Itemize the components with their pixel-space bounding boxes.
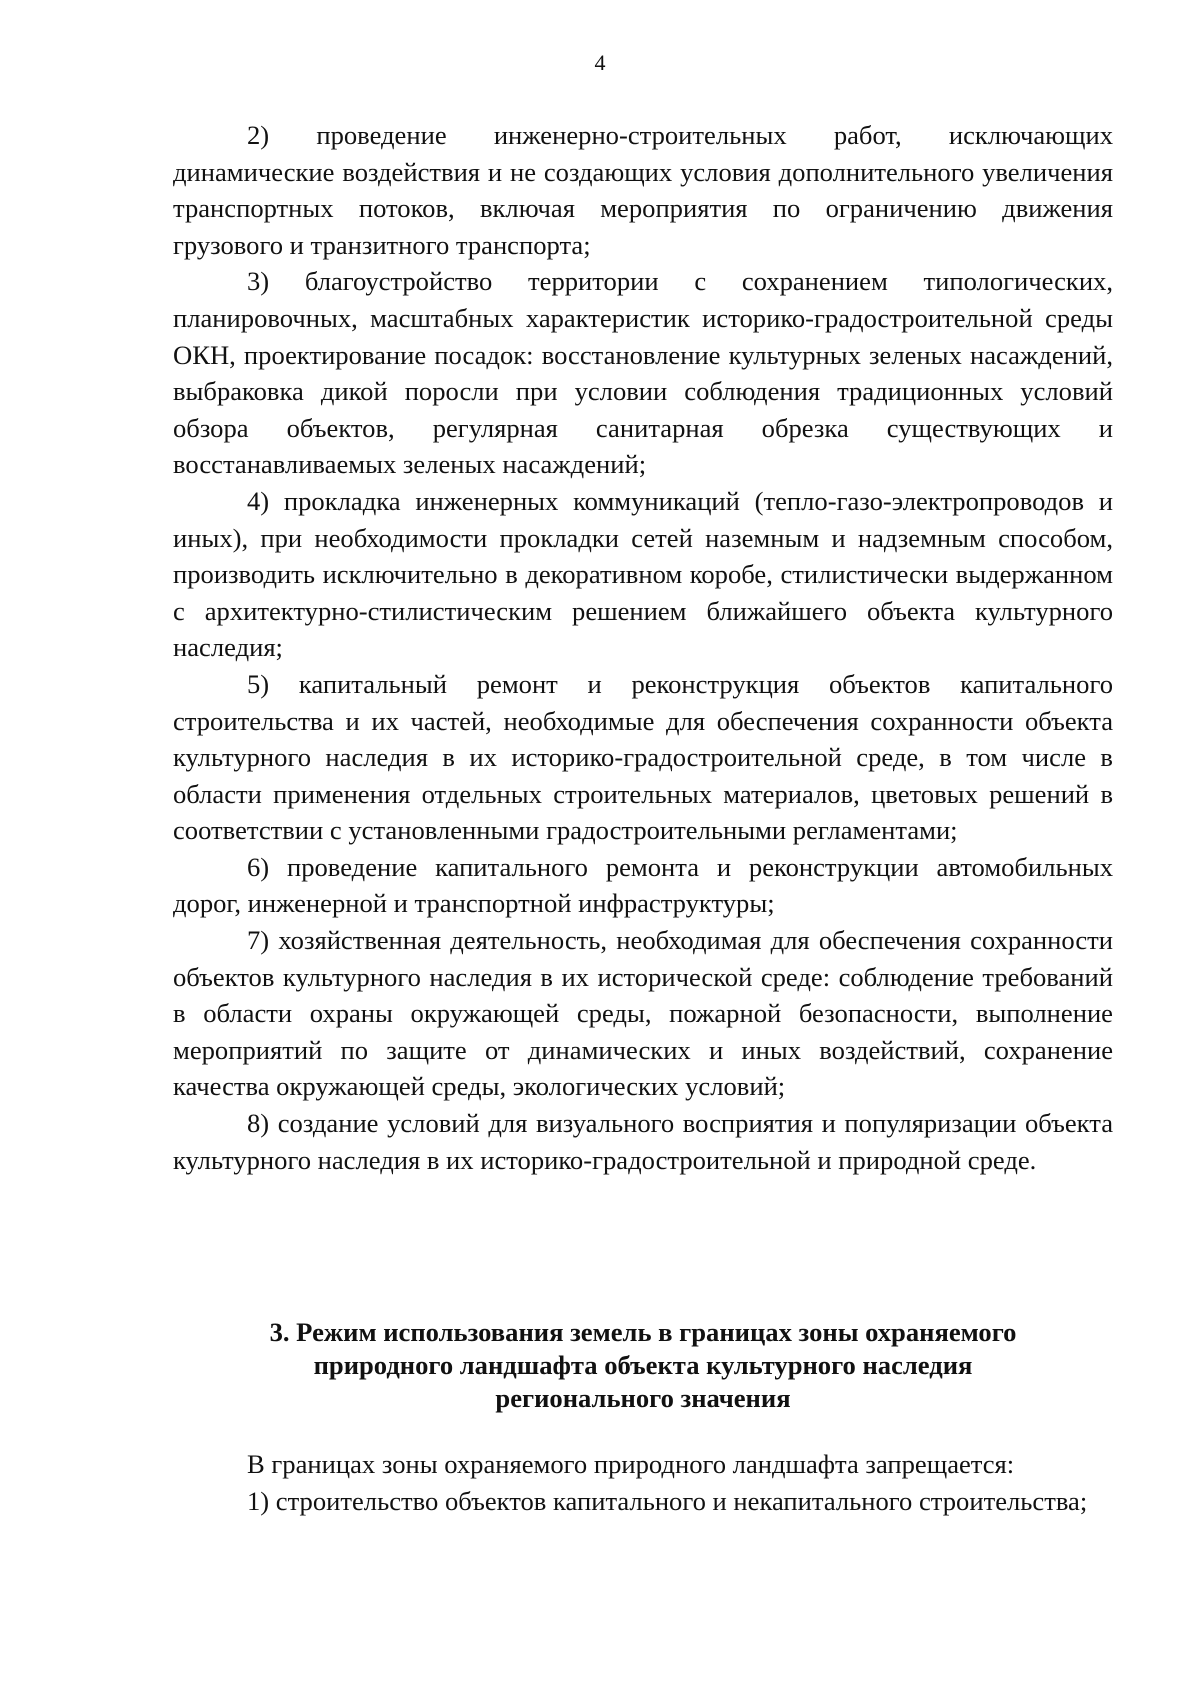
section-list-item-1: 1) строительство объектов капитального и некапитального строительства; <box>247 1485 1088 1516</box>
section-heading <box>173 1316 1113 1415</box>
list-item-4: 4) прокладка инженерных коммуникаций (тепло-газо-электропроводов и иных), при необходимости прокладки сетей наземным и надземным способом, производить исключительно в декоративном коробе, стилистически выдержанном с архитектурно-стилистическим решением ближайшего объекта культурного наследия; <box>173 485 1113 663</box>
list-item-7: 7) хозяйственная деятельность, необходимая для обеспечения сохранности объектов культурного наследия в их исторической среде: соблюдение требований в области охраны окружающей среды, пожарной безопасности, выполнение мероприятий по защите от динамических и иных воздействий, сохранение качества окружающей среды, экологических условий; <box>173 925 1113 1102</box>
section-intro: В границах зоны охраняемого природного ландшафта запрещается: <box>247 1449 1015 1479</box>
list-item-6: 6) проведение капитального ремонта и реконструкции автомобильных дорог, инженерной и транспортной инфраструктуры; <box>173 851 1113 919</box>
list-item-3: 3) благоустройство территории с сохранением типологических, планировочных, масштабных характеристик историко-градостроительной среды ОКН, проектирование посадок: восстановление культурных зеленых насаждений, выбраковка дикой поросли при условии соблюдения традиционных условий обзора объектов, регулярная санитарная обрезка существующих и восстанавливаемых зеленых насаждений; <box>173 266 1113 480</box>
section-heading-line-2: природного ландшафта объекта культурного наследия <box>313 1350 973 1380</box>
page-number: 4 <box>594 50 606 75</box>
section-body <box>173 1446 1113 1519</box>
document-body <box>173 117 1113 1178</box>
list-item-2: 2) проведение инженерно-строительных работ, исключающих динамические воздействия и не создающих условия дополнительного увеличения транспортных потоков, включая мероприятия по ограничению движения грузового и транзитного транспорта; <box>173 120 1113 260</box>
section-heading-line-3: регионального значения <box>495 1383 791 1413</box>
list-item-5: 5) капитальный ремонт и реконструкция объектов капитального строительства и их частей, необходимые для обеспечения сохранности объекта культурного наследия в их историко-градостроительной среде, в том числе в области применения отдельных строительных материалов, цветовых решений в соответствии с установленными градостроительными регламентами; <box>173 668 1113 846</box>
section-heading-line-1: 3. Режим использования земель в границах зоны охраняемого <box>269 1317 1017 1347</box>
list-item-8: 8) создание условий для визуального восприятия и популяризации объекта культурного наследия в их историко-градостроительной и природной среде. <box>173 1108 1113 1175</box>
